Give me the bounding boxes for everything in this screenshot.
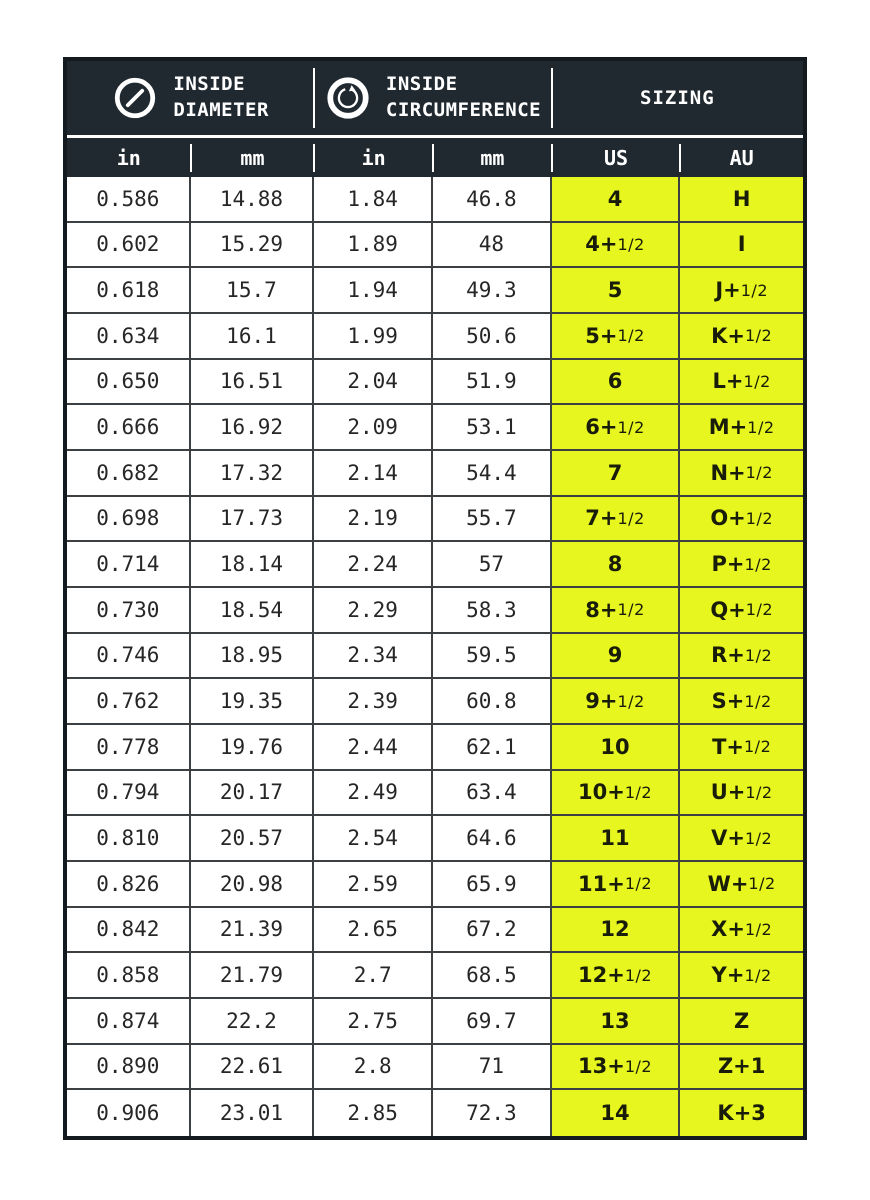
- circumference-mm-cell: 53.1: [433, 405, 552, 451]
- diameter-mm-cell: 17.32: [191, 451, 315, 497]
- subheader-diameter-mm: mm: [191, 138, 315, 177]
- diameter-mm-cell: 22.61: [191, 1045, 315, 1091]
- diameter-mm-cell: 20.57: [191, 816, 315, 862]
- au-size-cell: [680, 451, 803, 497]
- us-size-fraction: 1/2: [617, 417, 645, 437]
- diameter-in-cell: 0.714: [67, 542, 191, 588]
- circumference-in-cell: 2.04: [314, 360, 433, 406]
- au-size-cell: [680, 679, 803, 725]
- au-size-cell: [680, 816, 803, 862]
- circumference-in-cell: 2.24: [314, 542, 433, 588]
- au-size-value: J+: [715, 278, 741, 303]
- circumference-mm-cell: 58.3: [433, 588, 552, 634]
- subheader-circumference-in: in: [314, 138, 433, 177]
- circumference-mm-cell: 57: [433, 542, 552, 588]
- diameter-in-cell: 0.746: [67, 634, 191, 680]
- table-row: [67, 725, 803, 771]
- circumference-in-cell: 2.19: [314, 497, 433, 543]
- table-row: [67, 862, 803, 908]
- au-size-cell: [680, 177, 803, 223]
- table-row: [67, 542, 803, 588]
- diameter-mm-cell: 18.14: [191, 542, 315, 588]
- us-size-value: 10: [600, 734, 630, 759]
- au-size-fraction: 1/2: [745, 508, 774, 528]
- diameter-in-cell: 0.650: [67, 360, 191, 406]
- circumference-in-cell: 1.84: [314, 177, 433, 223]
- table-row: [67, 268, 803, 314]
- circumference-mm-cell: 68.5: [433, 953, 552, 999]
- table-body: [67, 177, 803, 1136]
- us-size-fraction: 1/2: [624, 782, 653, 802]
- us-size-fraction: 1/2: [617, 326, 645, 346]
- diameter-mm-cell: 16.1: [191, 314, 315, 360]
- header-label-inside-circumference: [386, 72, 541, 123]
- circumference-in-cell: 2.49: [314, 771, 433, 817]
- circumference-mm-cell: 46.8: [433, 177, 552, 223]
- circumference-in-cell: 2.65: [314, 908, 433, 954]
- au-size-value: Z: [734, 1008, 750, 1033]
- au-size-fraction: 1/2: [744, 919, 773, 939]
- us-size-cell: [552, 542, 681, 588]
- header-label-inside-diameter: [173, 72, 269, 123]
- us-size-cell: [552, 268, 681, 314]
- diameter-mm-cell: 23.01: [191, 1090, 315, 1136]
- au-size-value: U+: [710, 780, 746, 805]
- circumference-in-cell: 2.14: [314, 451, 433, 497]
- au-size-value: M+: [708, 415, 748, 440]
- circumference-mm-cell: 50.6: [433, 314, 552, 360]
- us-size-cell: [552, 451, 681, 497]
- au-size-value: R+: [711, 643, 745, 668]
- us-size-fraction: 1/2: [617, 234, 645, 254]
- circumference-in-cell: 1.99: [314, 314, 433, 360]
- au-size-fraction: 1/2: [744, 737, 772, 757]
- au-size-cell: [680, 268, 803, 314]
- table-row: [67, 497, 803, 543]
- au-size-value: S+: [711, 689, 745, 714]
- us-size-value: 7: [607, 460, 623, 485]
- us-size-value: 11+: [577, 871, 625, 896]
- diameter-mm-cell: 16.51: [191, 360, 315, 406]
- table-row: [67, 314, 803, 360]
- diameter-in-cell: 0.618: [67, 268, 191, 314]
- circumference-mm-cell: 63.4: [433, 771, 552, 817]
- au-size-fraction: 1/2: [744, 326, 773, 346]
- us-size-value: 13: [600, 1008, 630, 1033]
- table-row: [67, 360, 803, 406]
- diameter-mm-cell: 14.88: [191, 177, 315, 223]
- diameter-in-cell: 0.842: [67, 908, 191, 954]
- table-row: [67, 908, 803, 954]
- diameter-in-cell: 0.586: [67, 177, 191, 223]
- circumference-in-cell: 2.75: [314, 999, 433, 1045]
- au-size-value: T+: [712, 734, 744, 759]
- au-size-cell: [680, 771, 803, 817]
- au-size-fraction: 1/2: [745, 463, 773, 483]
- diameter-mm-cell: 22.2: [191, 999, 315, 1045]
- us-size-value: 7+: [585, 506, 618, 531]
- au-size-cell: [680, 360, 803, 406]
- circumference-in-cell: 2.59: [314, 862, 433, 908]
- circumference-in-cell: 1.89: [314, 223, 433, 269]
- diameter-in-cell: 0.890: [67, 1045, 191, 1091]
- us-size-value: 5+: [585, 323, 618, 348]
- us-size-cell: [552, 816, 681, 862]
- circumference-mm-cell: 49.3: [433, 268, 552, 314]
- circumference-in-cell: 2.44: [314, 725, 433, 771]
- diameter-mm-cell: 15.7: [191, 268, 315, 314]
- au-size-value: Q+: [710, 597, 746, 622]
- circumference-in-cell: 2.34: [314, 634, 433, 680]
- au-size-value: I: [737, 232, 746, 257]
- us-size-value: 11: [600, 826, 630, 851]
- au-size-value: P+: [711, 552, 745, 577]
- us-size-cell: [552, 999, 681, 1045]
- table-row: [67, 177, 803, 223]
- header-label-line2: DIAMETER: [173, 99, 269, 121]
- us-size-value: 4: [607, 186, 623, 211]
- us-size-value: 4+: [585, 232, 618, 257]
- header-label-sizing: SIZING: [640, 87, 715, 109]
- circumference-in-cell: 2.29: [314, 588, 433, 634]
- au-size-value: X+: [711, 917, 745, 942]
- diameter-in-cell: 0.874: [67, 999, 191, 1045]
- table-row: [67, 679, 803, 725]
- circumference-in-cell: 2.39: [314, 679, 433, 725]
- au-size-fraction: 1/2: [744, 828, 773, 848]
- circumference-in-cell: 2.54: [314, 816, 433, 862]
- diameter-in-cell: 0.666: [67, 405, 191, 451]
- circumference-mm-cell: 69.7: [433, 999, 552, 1045]
- header-label-line1: INSIDE: [173, 73, 246, 96]
- ring-size-table: [63, 57, 807, 1140]
- au-size-value: K+: [711, 323, 745, 348]
- circumference-mm-cell: 64.6: [433, 816, 552, 862]
- au-size-cell: [680, 953, 803, 999]
- header-title-row: [67, 61, 803, 135]
- us-size-value: 12+: [577, 963, 625, 988]
- us-size-value: 9+: [585, 689, 618, 714]
- au-size-value: N+: [710, 460, 746, 485]
- au-size-fraction: 1/2: [747, 417, 775, 437]
- us-size-fraction: 1/2: [617, 691, 645, 711]
- us-size-cell: [552, 1090, 681, 1136]
- circumference-in-cell: 2.7: [314, 953, 433, 999]
- subheader-row: [67, 138, 803, 177]
- circumference-in-cell: 2.85: [314, 1090, 433, 1136]
- table-row: [67, 588, 803, 634]
- diameter-in-cell: 0.730: [67, 588, 191, 634]
- table-row: [67, 953, 803, 999]
- au-size-value: W+: [707, 871, 749, 896]
- au-size-value: Z+1: [717, 1054, 766, 1079]
- au-size-cell: [680, 999, 803, 1045]
- au-size-cell: [680, 314, 803, 360]
- diameter-mm-cell: 21.79: [191, 953, 315, 999]
- au-size-fraction: 1/2: [744, 965, 772, 985]
- table-row: [67, 999, 803, 1045]
- header-group-inside-circumference: [314, 61, 551, 135]
- us-size-value: 6+: [585, 415, 618, 440]
- us-size-value: 6: [607, 369, 623, 394]
- circumference-icon: [325, 75, 371, 121]
- us-size-cell: [552, 497, 681, 543]
- subheader-us: US: [552, 138, 681, 177]
- header-group-sizing: [552, 61, 803, 135]
- table-row: [67, 771, 803, 817]
- diameter-in-cell: 0.826: [67, 862, 191, 908]
- au-size-fraction: 1/2: [745, 600, 774, 620]
- au-size-cell: [680, 908, 803, 954]
- diameter-mm-cell: 17.73: [191, 497, 315, 543]
- us-size-cell: [552, 177, 681, 223]
- circumference-mm-cell: 54.4: [433, 451, 552, 497]
- header-label-line1: INSIDE: [385, 73, 458, 96]
- us-size-value: 14: [600, 1101, 630, 1126]
- diameter-mm-cell: 19.35: [191, 679, 315, 725]
- us-size-cell: [552, 771, 681, 817]
- diameter-in-cell: 0.906: [67, 1090, 191, 1136]
- au-size-cell: [680, 588, 803, 634]
- us-size-cell: [552, 588, 681, 634]
- diameter-in-cell: 0.682: [67, 451, 191, 497]
- table-row: [67, 634, 803, 680]
- diameter-mm-cell: 20.98: [191, 862, 315, 908]
- circumference-in-cell: 2.8: [314, 1045, 433, 1091]
- circumference-in-cell: 2.09: [314, 405, 433, 451]
- au-size-value: K+3: [717, 1101, 766, 1126]
- diameter-in-cell: 0.602: [67, 223, 191, 269]
- diameter-mm-cell: 20.17: [191, 771, 315, 817]
- diameter-in-cell: 0.778: [67, 725, 191, 771]
- au-size-value: V+: [711, 826, 745, 851]
- us-size-cell: [552, 223, 681, 269]
- diameter-icon: [112, 75, 158, 121]
- circumference-mm-cell: 55.7: [433, 497, 552, 543]
- au-size-fraction: 1/2: [744, 691, 772, 711]
- us-size-value: 12: [600, 917, 630, 942]
- au-size-cell: [680, 542, 803, 588]
- circumference-mm-cell: 60.8: [433, 679, 552, 725]
- us-size-value: 5: [607, 278, 623, 303]
- us-size-cell: [552, 953, 681, 999]
- us-size-value: 10+: [577, 780, 625, 805]
- au-size-cell: [680, 862, 803, 908]
- us-size-value: 8+: [585, 597, 618, 622]
- us-size-cell: [552, 634, 681, 680]
- us-size-fraction: 1/2: [617, 600, 645, 620]
- circumference-mm-cell: 72.3: [433, 1090, 552, 1136]
- circumference-mm-cell: 48: [433, 223, 552, 269]
- au-size-cell: [680, 223, 803, 269]
- circumference-mm-cell: 65.9: [433, 862, 552, 908]
- us-size-cell: [552, 679, 681, 725]
- au-size-fraction: 1/2: [744, 645, 773, 665]
- diameter-mm-cell: 19.76: [191, 725, 315, 771]
- diameter-mm-cell: 18.54: [191, 588, 315, 634]
- circumference-mm-cell: 62.1: [433, 725, 552, 771]
- au-size-value: Y+: [711, 963, 745, 988]
- header-label-line2: CIRCUMFERENCE: [385, 99, 542, 121]
- us-size-fraction: 1/2: [617, 508, 645, 528]
- au-size-cell: [680, 634, 803, 680]
- circumference-mm-cell: 71: [433, 1045, 552, 1091]
- diameter-in-cell: 0.762: [67, 679, 191, 725]
- us-size-cell: [552, 405, 681, 451]
- au-size-fraction: 1/2: [744, 554, 772, 574]
- diameter-in-cell: 0.810: [67, 816, 191, 862]
- au-size-value: O+: [710, 506, 746, 531]
- diameter-in-cell: 0.858: [67, 953, 191, 999]
- au-size-value: H: [732, 186, 751, 211]
- us-size-cell: [552, 314, 681, 360]
- us-size-fraction: 1/2: [624, 874, 653, 894]
- us-size-cell: [552, 862, 681, 908]
- table-row: [67, 1045, 803, 1091]
- table-row: [67, 451, 803, 497]
- au-size-fraction: 1/2: [743, 371, 771, 391]
- header-group-inside-diameter: [67, 61, 314, 135]
- subheader-au: AU: [729, 145, 754, 170]
- us-size-cell: [552, 725, 681, 771]
- table-row: [67, 816, 803, 862]
- us-size-cell: [552, 1045, 681, 1091]
- diameter-mm-cell: 18.95: [191, 634, 315, 680]
- subheader-circumference-mm: mm: [433, 138, 552, 177]
- circumference-mm-cell: 51.9: [433, 360, 552, 406]
- us-size-cell: [552, 908, 681, 954]
- diameter-mm-cell: 15.29: [191, 223, 315, 269]
- diameter-mm-cell: 16.92: [191, 405, 315, 451]
- circumference-in-cell: 1.94: [314, 268, 433, 314]
- diameter-in-cell: 0.794: [67, 771, 191, 817]
- diameter-in-cell: 0.698: [67, 497, 191, 543]
- table-row: [67, 223, 803, 269]
- au-size-cell: [680, 1045, 803, 1091]
- au-size-cell: [680, 497, 803, 543]
- subheader-diameter-in: in: [67, 138, 191, 177]
- us-size-cell: [552, 360, 681, 406]
- au-size-cell: [680, 725, 803, 771]
- circumference-mm-cell: 67.2: [433, 908, 552, 954]
- au-size-value: L+: [712, 369, 744, 394]
- au-size-cell: [680, 1090, 803, 1136]
- table-row: [67, 1090, 803, 1136]
- us-size-fraction: 1/2: [624, 1056, 653, 1076]
- circumference-mm-cell: 59.5: [433, 634, 552, 680]
- table-row: [67, 405, 803, 451]
- au-size-fraction: 1/2: [745, 782, 773, 802]
- au-size-cell: [680, 405, 803, 451]
- au-size-fraction: 1/2: [748, 874, 776, 894]
- us-size-value: 9: [607, 643, 623, 668]
- au-size-fraction: 1/2: [740, 280, 768, 300]
- diameter-in-cell: 0.634: [67, 314, 191, 360]
- us-size-value: 8: [607, 552, 623, 577]
- us-size-value: 13+: [577, 1054, 625, 1079]
- diameter-mm-cell: 21.39: [191, 908, 315, 954]
- us-size-fraction: 1/2: [624, 965, 653, 985]
